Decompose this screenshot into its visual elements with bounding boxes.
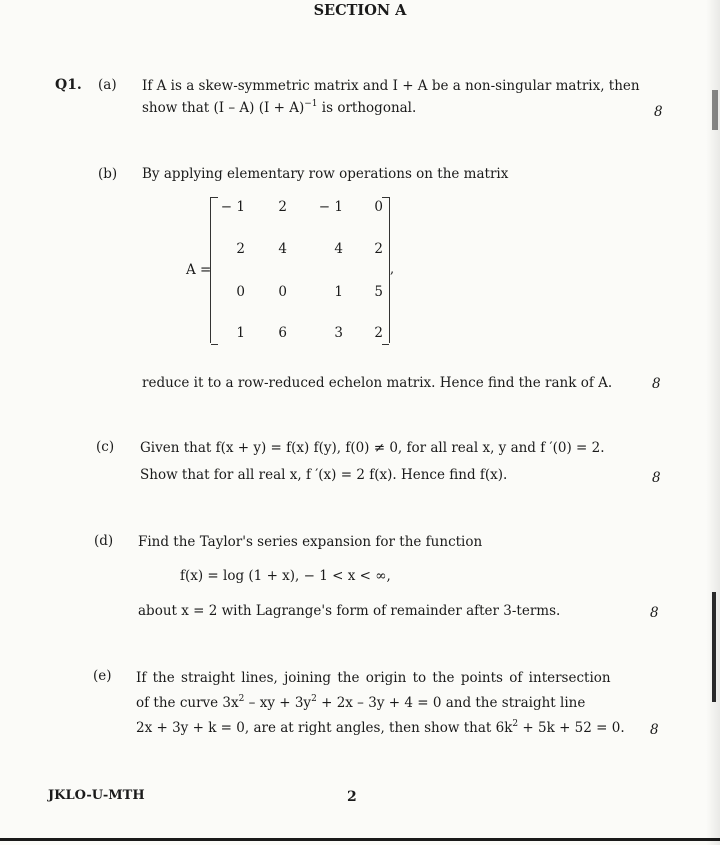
scan-mark: [712, 592, 716, 702]
part-e-line3-sup: 2: [512, 719, 519, 729]
part-b-label: (b): [98, 166, 118, 182]
part-a-label: (a): [98, 77, 117, 93]
part-e-line2-a: of the curve 3x: [136, 695, 239, 711]
matrix-cell: 0: [236, 284, 245, 300]
part-a-line2-pre: show that (I – A) (I + A): [142, 100, 305, 116]
part-a-line2: [142, 100, 416, 116]
matrix-cell: 2: [278, 199, 287, 215]
part-e-line2-sup2: 2: [311, 694, 317, 704]
part-c-line1: Given that f(x + y) = f(x) f(y), f(0) ≠ 0, for all real x, y and f ′(0) = 2.: [140, 440, 605, 456]
part-d-marks: 8: [650, 605, 659, 621]
part-d-line2: about x = 2 with Lagrange's form of remainder after 3-terms.: [138, 603, 561, 619]
part-a-line2-sup: −1: [304, 99, 318, 109]
matrix-cell: − 1: [220, 199, 245, 215]
page-number: 2: [347, 789, 357, 805]
footer-code: JKLO-U-MTH: [48, 788, 145, 803]
matrix-cell: 2: [374, 241, 383, 257]
part-b-line1: By applying elementary row operations on the matrix: [142, 166, 509, 182]
part-b-marks: 8: [652, 376, 661, 392]
part-a-line2-post: is orthogonal.: [317, 100, 417, 116]
matrix-cell: 5: [374, 284, 383, 300]
matrix-cell: 2: [374, 325, 383, 341]
section-title: SECTION A: [313, 2, 407, 19]
part-d-label: (d): [94, 533, 114, 549]
bottom-rule: [0, 838, 720, 841]
part-d-formula: f(x) = log (1 + x), − 1 < x < ∞,: [180, 568, 391, 584]
matrix-cell: 1: [334, 284, 343, 300]
part-e-line2-b: – xy + 3y: [244, 695, 312, 711]
part-c-label: (c): [96, 439, 115, 455]
matrix-cell: − 1: [318, 199, 343, 215]
part-b-line2: reduce it to a row-reduced echelon matrix. Hence find the rank of A.: [142, 375, 613, 391]
matrix-cell: 1: [236, 325, 245, 341]
matrix-cell: 3: [334, 325, 343, 341]
part-e-line3-b: + 5k + 52 = 0.: [518, 720, 625, 736]
matrix-label: A =: [186, 262, 212, 278]
matrix-trailing-comma: ,: [390, 262, 395, 277]
part-e-marks: 8: [650, 722, 659, 738]
scan-mark: [712, 90, 718, 130]
part-d-line1: Find the Taylor's series expansion for the function: [138, 534, 483, 550]
part-e-label: (e): [93, 668, 112, 684]
part-e-line2: [136, 695, 585, 711]
part-a-marks: 8: [654, 104, 663, 120]
question-number: Q1.: [55, 77, 82, 93]
matrix-cell: 0: [278, 284, 287, 300]
part-e-line2-c: + 2x – 3y + 4 = 0 and the straight line: [316, 695, 586, 711]
part-a-line1: If A is a skew-symmetric matrix and I + A be a non-singular matrix, then: [142, 78, 640, 94]
part-c-line2: Show that for all real x, f ′(x) = 2 f(x). Hence find f(x).: [140, 467, 508, 483]
part-e-line3: [136, 720, 625, 736]
matrix-cell: 4: [334, 241, 343, 257]
matrix-cell: 6: [278, 325, 287, 341]
part-e-line1: If the straight lines, joining the origin to the points of intersection: [136, 670, 611, 686]
matrix-cell: 4: [278, 241, 287, 257]
matrix-cell: 0: [374, 199, 383, 215]
matrix-a: [210, 197, 390, 343]
part-e-line3-a: 2x + 3y + k = 0, are at right angles, then show that 6k: [136, 720, 513, 736]
part-c-marks: 8: [652, 470, 661, 486]
part-e-line2-sup1: 2: [238, 694, 245, 704]
matrix-cell: 2: [236, 241, 245, 257]
